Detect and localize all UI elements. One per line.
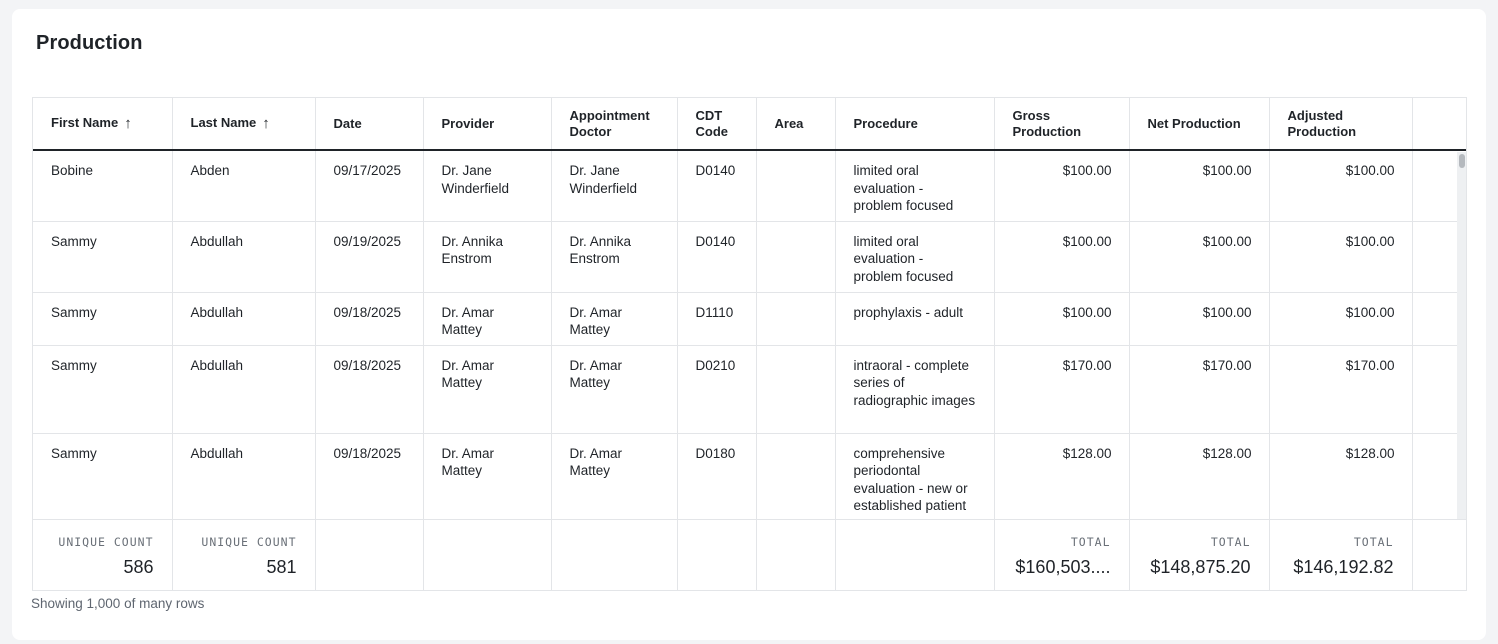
cell-appointment-doctor: Dr. Amar Mattey xyxy=(551,345,677,433)
cell-first-name: Sammy xyxy=(33,433,172,519)
cell-net-production: $170.00 xyxy=(1129,345,1269,433)
summary-row xyxy=(33,520,1467,590)
cell-last-name: Abdullah xyxy=(172,221,315,292)
cell-date: 09/17/2025 xyxy=(315,150,423,221)
column-header-provider[interactable]: Provider xyxy=(423,98,551,150)
cell-net-production: $100.00 xyxy=(1129,150,1269,221)
cell-adjusted-production: $100.00 xyxy=(1269,292,1412,345)
table-row[interactable] xyxy=(33,433,1467,519)
cell-gross-production: $100.00 xyxy=(994,150,1129,221)
sort-ascending-icon[interactable]: ↑ xyxy=(262,115,270,132)
summary-first-name: UNIQUE COUNT 586 xyxy=(33,520,172,590)
cell-gross-production: $128.00 xyxy=(994,433,1129,519)
summary-last-name: UNIQUE COUNT 581 xyxy=(172,520,315,590)
table-row[interactable] xyxy=(33,292,1467,345)
cell-cdt-code: D1110 xyxy=(677,292,756,345)
cell-last-name: Abdullah xyxy=(172,345,315,433)
cell-net-production: $100.00 xyxy=(1129,221,1269,292)
cell-first-name: Bobine xyxy=(33,150,172,221)
cell-area xyxy=(756,221,835,292)
column-header-date[interactable]: Date xyxy=(315,98,423,150)
cell-appointment-doctor: Dr. Amar Mattey xyxy=(551,433,677,519)
cell-cdt-code: D0210 xyxy=(677,345,756,433)
cell-date: 09/18/2025 xyxy=(315,433,423,519)
cell-adjusted-production: $170.00 xyxy=(1269,345,1412,433)
cell-procedure: comprehensive periodontal evaluation - new or established patient xyxy=(835,433,994,519)
cell-gross-production: $100.00 xyxy=(994,292,1129,345)
summary-gross-production: TOTAL $160,503.... xyxy=(994,520,1129,590)
table-row[interactable] xyxy=(33,150,1467,221)
vertical-scrollbar[interactable] xyxy=(1457,152,1466,519)
cell-first-name: Sammy xyxy=(33,221,172,292)
table-row[interactable] xyxy=(33,221,1467,292)
cell-date: 09/18/2025 xyxy=(315,345,423,433)
cell-appointment-doctor: Dr. Amar Mattey xyxy=(551,292,677,345)
production-table xyxy=(32,97,1467,591)
scrollbar-thumb[interactable] xyxy=(1459,154,1465,168)
column-header-adjusted-production[interactable]: Adjusted Production xyxy=(1269,98,1412,150)
cell-appointment-doctor: Dr. Jane Winderfield xyxy=(551,150,677,221)
column-header-net-production[interactable]: Net Production xyxy=(1129,98,1269,150)
column-header-first-name[interactable]: First Name ↑ xyxy=(33,98,172,150)
summary-net-production: TOTAL $148,875.20 xyxy=(1129,520,1269,590)
cell-net-production: $128.00 xyxy=(1129,433,1269,519)
row-count-text: Showing 1,000 of many rows xyxy=(31,596,205,611)
cell-provider: Dr. Annika Enstrom xyxy=(423,221,551,292)
cell-date: 09/19/2025 xyxy=(315,221,423,292)
cell-adjusted-production: $128.00 xyxy=(1269,433,1412,519)
column-header-area[interactable]: Area xyxy=(756,98,835,150)
cell-area xyxy=(756,345,835,433)
column-header-cdt-code[interactable]: CDT Code xyxy=(677,98,756,150)
cell-first-name: Sammy xyxy=(33,292,172,345)
cell-area xyxy=(756,433,835,519)
cell-area xyxy=(756,150,835,221)
table-row[interactable] xyxy=(33,345,1467,433)
cell-provider: Dr. Amar Mattey xyxy=(423,345,551,433)
column-header-appointment-doctor[interactable]: Appointment Doctor xyxy=(551,98,677,150)
cell-adjusted-production: $100.00 xyxy=(1269,221,1412,292)
cell-first-name: Sammy xyxy=(33,345,172,433)
header-row xyxy=(33,98,1467,150)
column-header-spacer xyxy=(1412,98,1467,150)
cell-area xyxy=(756,292,835,345)
cell-net-production: $100.00 xyxy=(1129,292,1269,345)
cell-cdt-code: D0180 xyxy=(677,433,756,519)
cell-adjusted-production: $100.00 xyxy=(1269,150,1412,221)
cell-gross-production: $170.00 xyxy=(994,345,1129,433)
sort-ascending-icon[interactable]: ↑ xyxy=(124,115,132,132)
cell-procedure: limited oral evaluation - problem focused xyxy=(835,150,994,221)
cell-date: 09/18/2025 xyxy=(315,292,423,345)
cell-provider: Dr. Jane Winderfield xyxy=(423,150,551,221)
cell-procedure: limited oral evaluation - problem focused xyxy=(835,221,994,292)
cell-provider: Dr. Amar Mattey xyxy=(423,433,551,519)
column-header-procedure[interactable]: Procedure xyxy=(835,98,994,150)
cell-last-name: Abdullah xyxy=(172,433,315,519)
cell-appointment-doctor: Dr. Annika Enstrom xyxy=(551,221,677,292)
cell-procedure: prophylaxis - adult xyxy=(835,292,994,345)
cell-last-name: Abden xyxy=(172,150,315,221)
column-header-last-name[interactable]: Last Name ↑ xyxy=(172,98,315,150)
cell-last-name: Abdullah xyxy=(172,292,315,345)
cell-procedure: intraoral - complete series of radiographic images xyxy=(835,345,994,433)
column-header-gross-production[interactable]: Gross Production xyxy=(994,98,1129,150)
summary-adjusted-production: TOTAL $146,192.82 xyxy=(1269,520,1412,590)
cell-cdt-code: D0140 xyxy=(677,150,756,221)
page-title: Production xyxy=(36,32,143,54)
cell-cdt-code: D0140 xyxy=(677,221,756,292)
cell-provider: Dr. Amar Mattey xyxy=(423,292,551,345)
cell-gross-production: $100.00 xyxy=(994,221,1129,292)
